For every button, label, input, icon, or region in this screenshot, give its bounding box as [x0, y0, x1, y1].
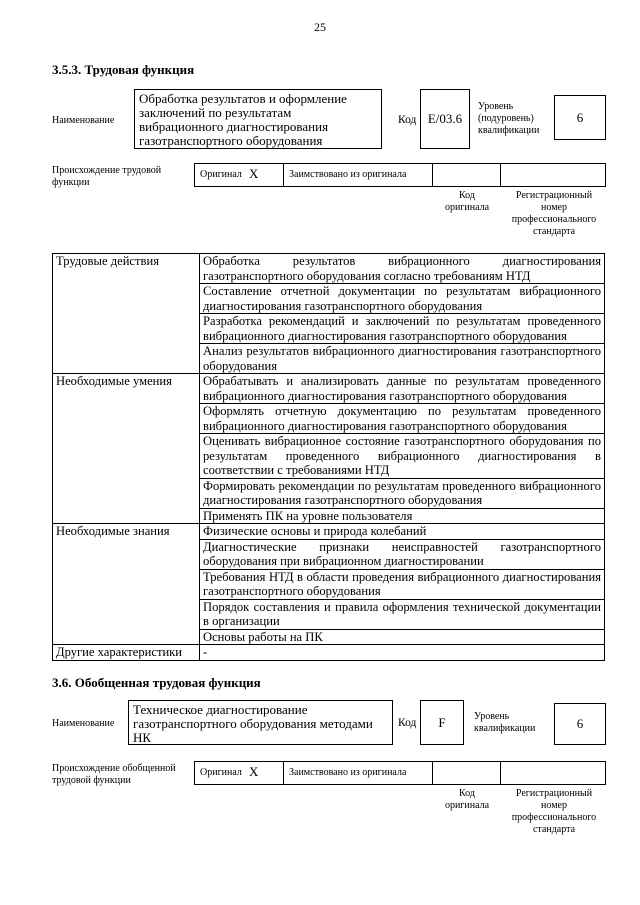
table-cell: Обрабатывать и анализировать данные по результатам проведенного вибрационного диагностирования газотранспортного оборудования: [200, 374, 605, 404]
row-label: Трудовые действия: [53, 254, 200, 374]
table-cell: Оформлять отчетную документацию по результатам проведенного вибрационного диагностирования газотранспортного оборудования: [200, 404, 605, 434]
function-name-box: [134, 89, 382, 149]
code-label: Код: [398, 717, 417, 729]
table-cell: -: [200, 645, 605, 661]
level-value: 6: [554, 95, 606, 140]
name-label: Наименование: [52, 115, 115, 126]
table-cell: Разработка рекомендаций и заключений по результатам проведенного вибрационного диагностирования газотранспортного оборудования: [200, 314, 605, 344]
row-label: Другие характеристики: [53, 645, 200, 661]
code-original-label: Код оригинала: [444, 190, 490, 213]
table-row: [53, 524, 605, 540]
original-label: Оригинал: [200, 169, 242, 180]
level-label: Уровень (подуровень) квалификации: [478, 101, 540, 136]
code-value: F: [420, 700, 464, 745]
table-row: [53, 254, 605, 284]
table-cell: Применять ПК на уровне пользователя: [200, 508, 605, 524]
origin-label: Происхождение трудовой функции: [52, 165, 162, 188]
original-mark: X: [249, 764, 259, 779]
table-row: [53, 374, 605, 404]
original-mark: X: [249, 166, 259, 181]
function-name-box: [128, 700, 393, 745]
table-cell: Диагностические признаки неисправностей газотранспортного оборудования при вибрационном диагностировании: [200, 539, 605, 569]
reg-number-label: Регистрационный номер профессионального стандарта: [511, 190, 597, 237]
table-row: [53, 645, 605, 661]
section-heading: 3.6. Обобщенная трудовая функция: [52, 675, 261, 690]
level-value: 6: [554, 703, 606, 745]
table-cell: Анализ результатов вибрационного диагностирования газотранспортного оборудования: [200, 344, 605, 374]
borrowed-label: Заимствовано из оригинала: [289, 169, 407, 180]
code-label: Код: [398, 114, 417, 126]
table-cell: Физические основы и природа колебаний: [200, 524, 605, 540]
original-label: Оригинал: [200, 767, 242, 778]
code-value: E/03.6: [420, 89, 470, 149]
table-cell: Требования НТД в области проведения вибрационного диагностирования газотранспортного оборудования: [200, 569, 605, 599]
table-cell: Формировать рекомендации по результатам проведенного вибрационного диагностирования газотранспортного оборудования: [200, 478, 605, 508]
row-label: Необходимые умения: [53, 374, 200, 524]
page-number: 25: [314, 20, 326, 34]
table-cell: Обработка результатов вибрационного диагностирования газотранспортного оборудования согласно требованиям НТД: [200, 254, 605, 284]
borrowed-label: Заимствовано из оригинала: [289, 767, 407, 778]
code-original-label: Код оригинала: [444, 788, 490, 811]
section-heading: 3.5.3. Трудовая функция: [52, 62, 195, 77]
function-details-table: [52, 253, 605, 661]
function-name: Обработка результатов и оформление заключений по результатам вибрационного диагностирования газотранспортного оборудования: [139, 91, 347, 148]
table-cell: Основы работы на ПК: [200, 629, 605, 645]
table-cell: Порядок составления и правила оформления технической документации в организации: [200, 599, 605, 629]
reg-number-label: Регистрационный номер профессионального стандарта: [511, 788, 597, 835]
function-name: Техническое диагностирование газотранспортного оборудования методами НК: [133, 702, 373, 745]
table-cell: Составление отчетной документации по результатам вибрационного диагностирования газотранспортного оборудования: [200, 284, 605, 314]
row-label: Необходимые знания: [53, 524, 200, 645]
table-cell: Оценивать вибрационное состояние газотранспортного оборудования по результатам проведенного вибрационного диагностирования в соответствии с требованиями НТД: [200, 434, 605, 479]
name-label: Наименование: [52, 718, 115, 729]
origin-label: Происхождение обобщенной трудовой функции: [52, 763, 176, 786]
level-label: Уровень квалификации: [474, 711, 536, 734]
